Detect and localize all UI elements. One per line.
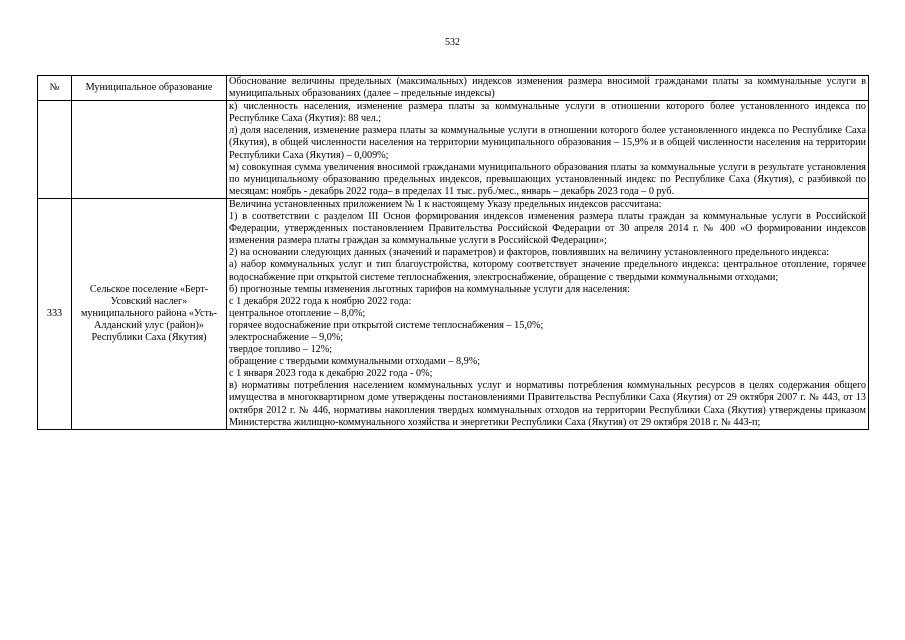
paragraph: л) доля населения, изменение размера платы за коммунальные услуги в отношении которого более установленного индекса по Республике Саха (Якутия), в общей численности населения на территории муниципального образования – 15,9% и в общей численности населения на территории Республики Саха (Якутия) – 0,009%; xyxy=(229,125,866,161)
paragraph: в) нормативы потребления населением коммунальных услуг и нормативы потребления коммунальных ресурсов в целях содержания общего имущества в многоквартирном доме утверждены постановлениями Правительства Республики Саха (Якутия) от 29 октября 2007 г. № 443, от 13 октября 2012 г. № 446, нормативы накопления твердых коммунальных отходов на территории Республики Саха (Якутия) утверждены приказом Министерства жилищно-коммунального хозяйства и энергетики Республики Саха (Якутия) от 29 октября 2018 г. № 443-п; xyxy=(229,380,866,428)
paragraph: Величина установленных приложением № 1 к настоящему Указу предельных индексов рассчитана: xyxy=(229,198,662,210)
page-number: 532 xyxy=(445,37,460,48)
row-municipality: Сельское поселение «Берт-Усовский наслег» муниципального района «Усть-Алданский улус (район)» Республики Саха (Якутия) xyxy=(72,198,227,429)
paragraph: м) совокупная сумма увеличения вносимой гражданами муниципального образования платы за коммунальные услуги в результате установления по муниципальному образованию предельных индексов, превышающих установленный индекс по Республике Саха (Якутия), с разбивкой по месяцам: ноябрь - декабрь 2022 года– в пределах 11 тыс. руб./мес., январь – декабрь 2023 года – 0 руб. xyxy=(229,161,866,197)
paragraph: к) численность населения, изменение размера платы за коммунальные услуги в отношении которого более установленного индекса по Республике Саха (Якутия): 88 чел.; xyxy=(229,101,866,125)
table-header-row xyxy=(38,76,869,101)
paragraph: центральное отопление – 8,0%; xyxy=(229,307,366,319)
indices-table xyxy=(37,75,869,430)
paragraph: горячее водоснабжение при открытой системе теплоснабжения – 15,0%; xyxy=(229,319,544,331)
paragraph: обращение с твердыми коммунальными отходами – 8,9%; xyxy=(229,356,481,368)
paragraph: а) набор коммунальных услуг и тип благоустройства, которому соответствует значение предельного индекса: центральное отопление, горячее водоснабжение при открытой системе теплоснабжения, электроснабжение, обращение с твердыми коммунальными отходами; xyxy=(229,259,866,283)
paragraph: твердое топливо – 12%; xyxy=(229,344,333,356)
header-justification: Обоснование величины предельных (максимальных) индексов изменения размера вносимой гражданами платы за коммунальные услуги в муниципальных образованиях (далее – предельные индексы) xyxy=(227,76,869,101)
paragraph: 1) в соответствии с разделом III Основ формирования индексов изменения размера платы граждан за коммунальные услуги в Российской Федерации, утвержденных постановлением Правительства Российской Федерации от 30 апреля 2014 г. № 400 «О формировании индексов изменения размера платы граждан за коммунальные услуги в Российской Федерации»; xyxy=(229,211,866,247)
paragraph: с 1 декабря 2022 года к ноябрю 2022 года: xyxy=(229,295,412,307)
paragraph: электроснабжение – 9,0%; xyxy=(229,331,344,343)
paragraph: 2) на основании следующих данных (значений и параметров) и факторов, повлиявших на величину установленного предельного индекса: xyxy=(229,247,830,259)
paragraph: б) прогнозные темпы изменения льготных тарифов на коммунальные услуги для населения: xyxy=(229,283,630,295)
header-municipality: Муниципальное образование xyxy=(72,76,227,101)
row-number: 333 xyxy=(38,198,72,429)
row-justification xyxy=(227,198,869,429)
row-justification xyxy=(227,101,869,199)
paragraph: с 1 января 2023 года к декабрю 2022 года - 0%; xyxy=(229,368,433,380)
row-municipality xyxy=(72,101,227,199)
table-row xyxy=(38,198,869,429)
header-number: № xyxy=(38,76,72,101)
table-row xyxy=(38,101,869,199)
row-number xyxy=(38,101,72,199)
